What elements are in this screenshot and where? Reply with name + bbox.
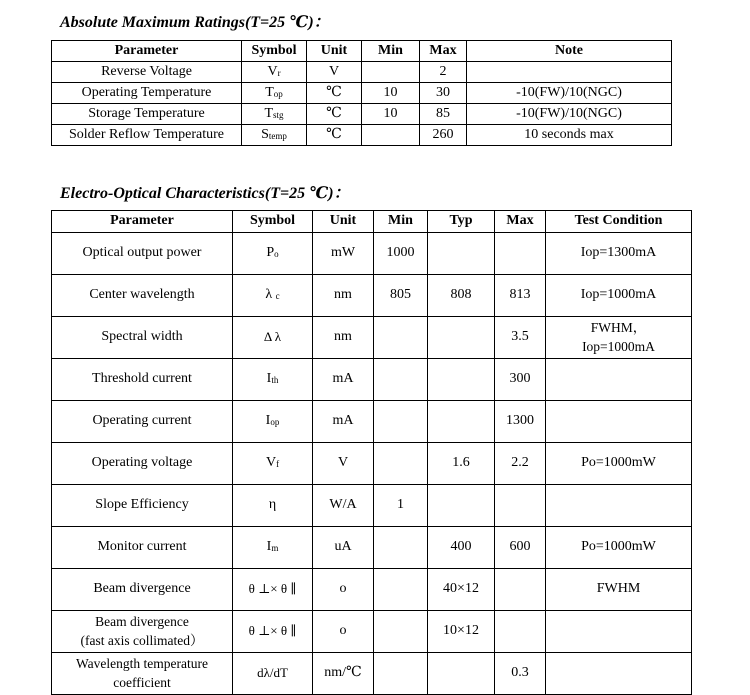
parameter-cell: Storage Temperature (52, 104, 242, 125)
abs-max-table (51, 40, 672, 146)
table-row (52, 443, 692, 485)
table-row (52, 653, 692, 695)
parameter-cell: Operating current (52, 401, 233, 443)
eo-header-row (52, 211, 692, 233)
table-row (52, 569, 692, 611)
typ-cell (428, 485, 495, 527)
symbol-cell: $I_{op}$ (233, 401, 313, 443)
symbol-cell: $T_{stg}$ (242, 104, 307, 125)
table-row (52, 485, 692, 527)
typ-cell: 10×12 (428, 611, 495, 653)
symbol-cell: $P_o$ (233, 233, 313, 275)
unit-cell: mA (313, 359, 374, 401)
min-cell (374, 401, 428, 443)
parameter-cell: Beam divergence (fast axis collimated） (52, 611, 233, 653)
min-cell: 805 (374, 275, 428, 317)
typ-cell (428, 401, 495, 443)
parameter-cell: Slope Efficiency (52, 485, 233, 527)
symbol-cell: dλ/dT (233, 653, 313, 695)
symbol-cell: $T_{op}$ (242, 83, 307, 104)
min-cell (374, 611, 428, 653)
max-cell: 2 (420, 62, 467, 83)
unit-cell: nm/℃ (313, 653, 374, 695)
table-row (52, 83, 672, 104)
unit-cell: uA (313, 527, 374, 569)
table-row (52, 359, 692, 401)
max-cell: 600 (495, 527, 546, 569)
unit-cell: o (313, 569, 374, 611)
parameter-cell: Operating Temperature (52, 83, 242, 104)
symbol-cell: $I_m$ (233, 527, 313, 569)
typ-cell: 808 (428, 275, 495, 317)
condition-cell: FWHM (546, 569, 692, 611)
min-cell: 1 (374, 485, 428, 527)
parameter-cell: Beam divergence (52, 569, 233, 611)
unit-cell: o (313, 611, 374, 653)
condition-cell: Iop=1300mA (546, 233, 692, 275)
unit-cell: ℃ (307, 125, 362, 146)
min-cell (374, 527, 428, 569)
table-row (52, 233, 692, 275)
max-cell: 0.3 (495, 653, 546, 695)
min-cell: 10 (362, 104, 420, 125)
eo-header-condition: Test Condition (546, 211, 692, 233)
unit-cell: nm (313, 317, 374, 359)
unit-cell: nm (313, 275, 374, 317)
table-row (52, 104, 672, 125)
eo-header-min: Min (374, 211, 428, 233)
abs-header-row (52, 41, 672, 62)
typ-cell (428, 233, 495, 275)
typ-cell: 1.6 (428, 443, 495, 485)
unit-cell: V (307, 62, 362, 83)
abs-header-min: Min (362, 41, 420, 62)
max-cell (495, 569, 546, 611)
table-row (52, 401, 692, 443)
typ-cell: 40×12 (428, 569, 495, 611)
max-cell: 1300 (495, 401, 546, 443)
condition-cell: Iop=1000mA (546, 275, 692, 317)
symbol-cell: $I_{th}$ (233, 359, 313, 401)
eo-heading: Electro-Optical Characteristics(T=25 ℃)： (60, 185, 350, 202)
eo-header-max: Max (495, 211, 546, 233)
typ-cell: 400 (428, 527, 495, 569)
table-row (52, 611, 692, 653)
note-cell (467, 62, 672, 83)
min-cell: 10 (362, 83, 420, 104)
unit-cell: mA (313, 401, 374, 443)
max-cell (495, 233, 546, 275)
parameter-cell: Threshold current (52, 359, 233, 401)
condition-cell (546, 485, 692, 527)
symbol-cell: Δ λ (233, 317, 313, 359)
min-cell: 1000 (374, 233, 428, 275)
abs-max-heading: Absolute Maximum Ratings(T=25 ℃)： (60, 14, 330, 31)
symbol-cell: η (233, 485, 313, 527)
parameter-cell: Monitor current (52, 527, 233, 569)
table-row (52, 527, 692, 569)
max-cell: 30 (420, 83, 467, 104)
parameter-cell: Operating voltage (52, 443, 233, 485)
min-cell (374, 653, 428, 695)
symbol-cell: θ ⊥× θ ∥ (233, 611, 313, 653)
note-cell: 10 seconds max (467, 125, 672, 146)
eo-header-unit: Unit (313, 211, 374, 233)
unit-cell: W/A (313, 485, 374, 527)
condition-cell (546, 359, 692, 401)
abs-header-unit: Unit (307, 41, 362, 62)
min-cell (374, 317, 428, 359)
abs-header-parameter: Parameter (52, 41, 242, 62)
unit-cell: mW (313, 233, 374, 275)
symbol-cell: $S_{temp}$ (242, 125, 307, 146)
eo-table (51, 210, 692, 695)
max-cell: 813 (495, 275, 546, 317)
unit-cell: V (313, 443, 374, 485)
min-cell (374, 443, 428, 485)
condition-cell: FWHM， Iop=1000mA (546, 317, 692, 359)
eo-header-typ: Typ (428, 211, 495, 233)
eo-header-symbol: Symbol (233, 211, 313, 233)
note-cell: -10(FW)/10(NGC) (467, 83, 672, 104)
parameter-cell: Optical output power (52, 233, 233, 275)
max-cell (495, 485, 546, 527)
table-row (52, 275, 692, 317)
min-cell (362, 125, 420, 146)
unit-cell: ℃ (307, 83, 362, 104)
abs-header-max: Max (420, 41, 467, 62)
abs-header-note: Note (467, 41, 672, 62)
eo-header-parameter: Parameter (52, 211, 233, 233)
symbol-cell: θ ⊥× θ ∥ (233, 569, 313, 611)
table-row (52, 317, 692, 359)
parameter-cell: Center wavelength (52, 275, 233, 317)
typ-cell (428, 317, 495, 359)
condition-cell (546, 401, 692, 443)
max-cell: 2.2 (495, 443, 546, 485)
min-cell (362, 62, 420, 83)
parameter-cell: Reverse Voltage (52, 62, 242, 83)
parameter-cell: Wavelength temperature coefficient (52, 653, 233, 695)
table-row (52, 125, 672, 146)
condition-cell: Po=1000mW (546, 443, 692, 485)
max-cell: 260 (420, 125, 467, 146)
typ-cell (428, 653, 495, 695)
unit-cell: ℃ (307, 104, 362, 125)
parameter-cell: Solder Reflow Temperature (52, 125, 242, 146)
typ-cell (428, 359, 495, 401)
symbol-cell: $V_f$ (233, 443, 313, 485)
condition-cell (546, 611, 692, 653)
symbol-cell: $V_r$ (242, 62, 307, 83)
abs-header-symbol: Symbol (242, 41, 307, 62)
symbol-cell: λ $_c$ (233, 275, 313, 317)
note-cell: -10(FW)/10(NGC) (467, 104, 672, 125)
max-cell: 300 (495, 359, 546, 401)
condition-cell (546, 653, 692, 695)
min-cell (374, 359, 428, 401)
max-cell: 85 (420, 104, 467, 125)
max-cell: 3.5 (495, 317, 546, 359)
table-row (52, 62, 672, 83)
parameter-cell: Spectral width (52, 317, 233, 359)
max-cell (495, 611, 546, 653)
condition-cell: Po=1000mW (546, 527, 692, 569)
min-cell (374, 569, 428, 611)
